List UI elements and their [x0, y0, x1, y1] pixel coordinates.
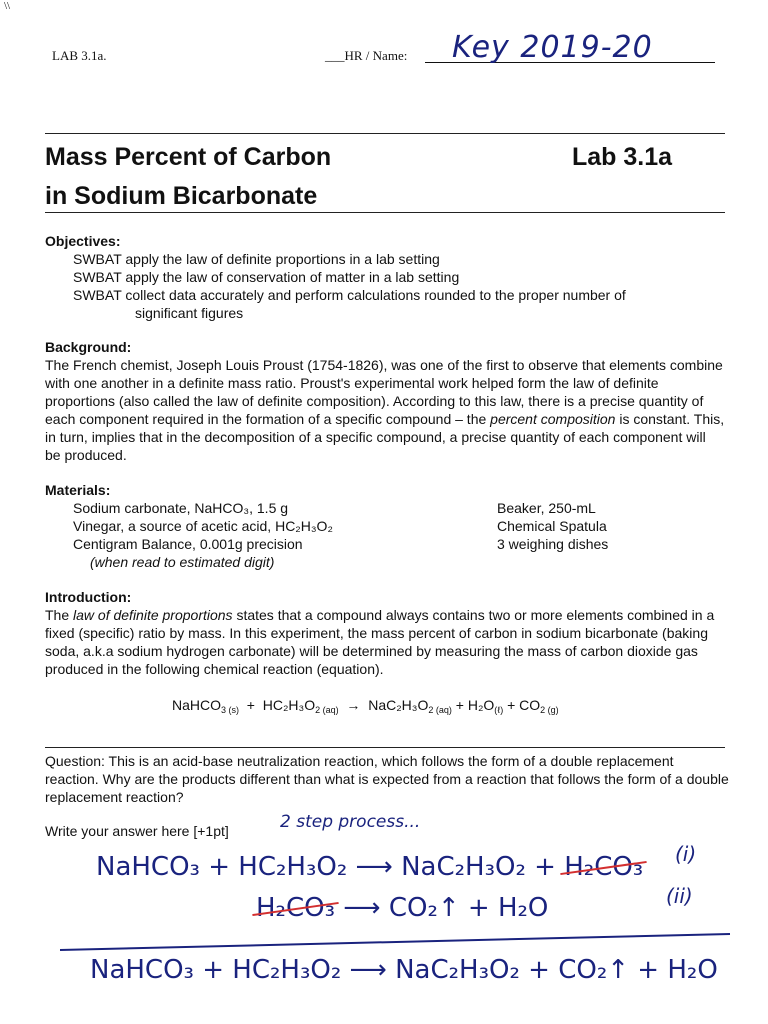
handwritten-overall-reaction: NaHCO₃ + HC₂H₃O₂ ⟶ NaC₂H₃O₂ + CO₂↑ + H₂O [90, 955, 718, 985]
title-top-rule [45, 133, 725, 134]
hr-name-label: ___HR / Name: [325, 48, 408, 63]
materials-section [45, 481, 725, 571]
title-line-1: Mass Percent of Carbon [45, 143, 332, 171]
struck-term: H₂CO₃ [564, 852, 644, 882]
handwritten-reaction-1: NaHCO₃ + HC₂H₃O₂ ⟶ NaC₂H₃O₂ + H₂CO₃ [96, 852, 644, 882]
material-item: Vinegar, a source of acetic acid, HC₂H₃O₂ [73, 518, 333, 534]
lab-id: LAB 3.1a. [52, 48, 107, 63]
handwritten-tag-2: (ii) [666, 884, 693, 908]
material-note: (when read to estimated digit) [90, 554, 275, 570]
handwritten-name: Key 2019-20 [452, 30, 653, 65]
handwritten-reaction-2: H₂CO₃ ⟶ CO₂↑ + H₂O [256, 893, 549, 923]
background-section [45, 338, 725, 464]
material-item: Sodium carbonate, NaHCO₃, 1.5 g [73, 500, 289, 516]
question-text: Question: This is an acid-base neutralization reaction, which follows the form of a double replacement reaction. Why are the products different than what is expected from a reaction that follows the form of a double replacement reaction? [45, 753, 729, 805]
page-title [45, 138, 331, 216]
objective-item: SWBAT apply the law of conservation of matter in a lab setting [73, 269, 460, 285]
objectives-section [45, 232, 725, 322]
materials-heading: Materials: [45, 482, 111, 498]
objective-item: SWBAT apply the law of definite proportions in a lab setting [73, 251, 440, 267]
handwritten-note: 2 step process... [280, 812, 421, 832]
introduction-section [45, 588, 725, 678]
lab-number: Lab 3.1a [572, 143, 673, 171]
objective-continuation: significant figures [135, 305, 244, 321]
introduction-text: The law of definite proportions states that a compound always contains two or more elements combined in a fixed (specific) ratio by mass. In this experiment, the mass percent of carbon in sodium bicarbonate (baking soda, a.k.a sodium hydrogen carbonate) will be determined by measuring the mass of carbon dioxide gas produced in the following chemical reaction (equation). [45, 607, 715, 677]
introduction-heading: Introduction: [45, 589, 132, 605]
chemical-equation: NaHCO$_{3 (s)}$ + $HC_2H_3O_{2 (aq)} \to NaC_2H_3O_{2 (aq)} + H_2O_{(\ell)} + CO_{2 (g)}$ [172, 697, 559, 715]
materials-right-column [497, 499, 608, 553]
material-item: Beaker, 250-mL [497, 500, 596, 516]
objective-item: SWBAT collect data accurately and perform calculations rounded to the proper number of [73, 287, 626, 303]
title-bottom-rule [45, 212, 725, 213]
objectives-heading: Objectives: [45, 233, 121, 249]
struck-term: H₂CO₃ [256, 893, 336, 923]
question-rule [45, 747, 725, 748]
material-item: 3 weighing dishes [497, 536, 609, 552]
handwritten-tag-1: (i) [675, 842, 697, 866]
background-heading: Background: [45, 339, 132, 355]
title-line-2: in Sodium Bicarbonate [45, 182, 318, 210]
background-text: The French chemist, Joseph Louis Proust (1754-1826), was one of the first to observe that elements combine with one another in a definite mass ratio. Proust's experimental work helped form the law of definite proportions (also called the law of definite composition). According to this law, there is a precise quantity of each component required in the formation of a specific compound – the percent composition is constant. This, in turn, implies that in the decomposition of a specific compound, a precise quantity of each component will be produced. [45, 357, 725, 463]
corner-mark: \\ [4, 0, 11, 12]
handwritten-divider-line [60, 928, 740, 958]
material-item: Chemical Spatula [497, 518, 607, 534]
answer-label: Write your answer here [+1pt] [45, 823, 229, 839]
material-item: Centigram Balance, 0.001g precision [73, 536, 303, 552]
